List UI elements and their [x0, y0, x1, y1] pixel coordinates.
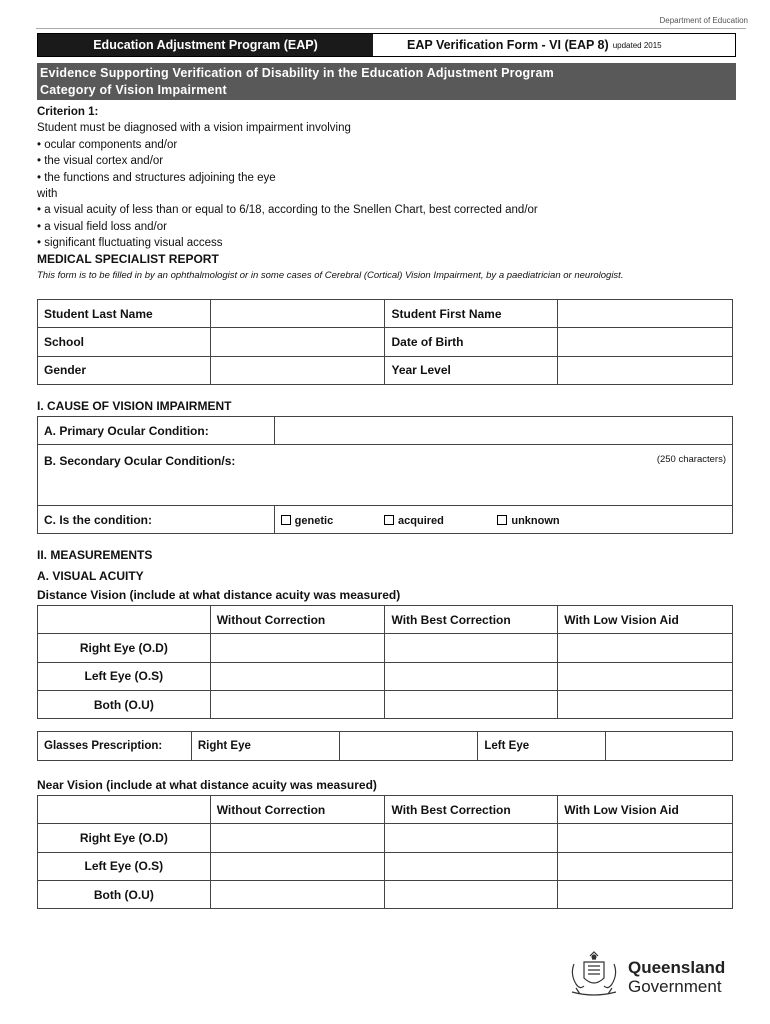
char-limit-note: (250 characters): [656, 454, 726, 465]
dob-label: Date of Birth: [385, 328, 558, 356]
gender-field[interactable]: [210, 356, 385, 384]
cause-table: [37, 416, 733, 534]
last-name-field[interactable]: [210, 300, 385, 328]
distance-ou-aid-field[interactable]: [558, 690, 733, 718]
near-os-without-field[interactable]: [210, 852, 385, 880]
criterion-block: [37, 104, 538, 252]
near-ou-best-field[interactable]: [385, 880, 558, 908]
secondary-condition-label: B. Secondary Ocular Condition/s:: [44, 454, 236, 468]
near-od-aid-field[interactable]: [558, 824, 733, 852]
banner-line-2: Category of Vision Impairment: [40, 83, 227, 97]
column-header: With Best Correction: [385, 796, 558, 824]
checkbox-icon[interactable]: [281, 515, 291, 525]
near-ou-without-field[interactable]: [210, 880, 385, 908]
cause-title: I. CAUSE OF VISION IMPAIRMENT: [37, 399, 232, 413]
near-vision-title: Near Vision (include at what distance acuity was measured): [37, 778, 377, 792]
option-label: acquired: [398, 514, 444, 527]
near-vision-table: [37, 795, 733, 909]
program-title: Education Adjustment Program (EAP): [38, 34, 373, 56]
condition-options: [274, 506, 732, 534]
visual-acuity-title: A. VISUAL ACUITY: [37, 569, 144, 583]
criterion-line: • significant fluctuating visual access: [37, 237, 223, 250]
form-title: EAP Verification Form - VI (EAP 8): [407, 38, 609, 52]
column-header: With Low Vision Aid: [558, 606, 733, 634]
near-ou-aid-field[interactable]: [558, 880, 733, 908]
year-level-label: Year Level: [385, 356, 558, 384]
logo-text-government: Government: [628, 977, 722, 996]
distance-od-aid-field[interactable]: [558, 634, 733, 662]
glasses-left-label: Left Eye: [478, 732, 606, 761]
row-label: Both (O.U): [38, 880, 211, 908]
form-title-cell: [373, 34, 735, 56]
corner-cell: [38, 796, 211, 824]
option-genetic[interactable]: [281, 515, 381, 527]
is-condition-label: C. Is the condition:: [38, 506, 275, 534]
criterion-title: Criterion 1:: [37, 106, 99, 118]
last-name-label: Student Last Name: [38, 300, 211, 328]
distance-od-without-field[interactable]: [210, 634, 385, 662]
criterion-line: • a visual acuity of less than or equal to 6/18, according to the Snellen Chart, best corrected and/or: [37, 204, 538, 217]
report-note: This form is to be filled in by an ophthalmologist or in some cases of Cerebral (Cortical) Vision Impairment, by a paediatrician or neurologist.: [37, 270, 624, 281]
glasses-prescription-table: [37, 731, 733, 761]
row-label: Left Eye (O.S): [38, 852, 211, 880]
header-rule: [36, 28, 746, 29]
primary-condition-field[interactable]: [274, 417, 732, 445]
secondary-condition-field[interactable]: [38, 445, 733, 506]
first-name-label: Student First Name: [385, 300, 558, 328]
school-field[interactable]: [210, 328, 385, 356]
column-header: Without Correction: [210, 606, 385, 634]
criterion-line: • the functions and structures adjoining the eye: [37, 171, 276, 184]
first-name-field[interactable]: [558, 300, 733, 328]
glasses-label: Glasses Prescription:: [38, 732, 192, 761]
option-label: genetic: [294, 514, 334, 527]
year-level-field[interactable]: [558, 356, 733, 384]
near-os-best-field[interactable]: [385, 852, 558, 880]
distance-vision-table: [37, 605, 733, 719]
criterion-line: • ocular components and/or: [37, 138, 178, 151]
form-header: [37, 33, 736, 57]
column-header: With Low Vision Aid: [558, 796, 733, 824]
row-label: Right Eye (O.D): [38, 824, 211, 852]
coat-of-arms-icon: [566, 950, 622, 1000]
distance-os-without-field[interactable]: [210, 662, 385, 690]
option-acquired[interactable]: [384, 515, 494, 527]
criterion-line: Student must be diagnosed with a vision impairment involving: [37, 122, 351, 135]
school-label: School: [38, 328, 211, 356]
distance-ou-without-field[interactable]: [210, 690, 385, 718]
student-details-table: [37, 299, 733, 385]
distance-vision-title: Distance Vision (include at what distance acuity was measured): [37, 588, 401, 602]
checkbox-icon[interactable]: [384, 515, 394, 525]
glasses-left-field[interactable]: [606, 732, 733, 761]
primary-condition-label: A. Primary Ocular Condition:: [38, 417, 275, 445]
glasses-right-label: Right Eye: [191, 732, 339, 761]
checkbox-icon[interactable]: [497, 515, 507, 525]
glasses-right-field[interactable]: [339, 732, 478, 761]
banner-line-1: Evidence Supporting Verification of Disability in the Education Adjustment Program: [40, 66, 554, 80]
row-label: Both (O.U): [38, 690, 211, 718]
row-label: Left Eye (O.S): [38, 662, 211, 690]
row-label: Right Eye (O.D): [38, 634, 211, 662]
criterion-line: with: [37, 188, 58, 201]
measurements-title: II. MEASUREMENTS: [37, 548, 153, 562]
report-title: MEDICAL SPECIALIST REPORT: [37, 252, 219, 266]
queensland-government-logo: [566, 950, 736, 1000]
near-os-aid-field[interactable]: [558, 852, 733, 880]
criterion-line: • a visual field loss and/or: [37, 220, 167, 233]
distance-od-best-field[interactable]: [385, 634, 558, 662]
distance-os-best-field[interactable]: [385, 662, 558, 690]
near-od-best-field[interactable]: [385, 824, 558, 852]
section-banner: [37, 63, 736, 100]
gender-label: Gender: [38, 356, 211, 384]
criterion-line: • the visual cortex and/or: [37, 155, 164, 168]
column-header: Without Correction: [210, 796, 385, 824]
department-label: Department of Education: [659, 16, 748, 25]
column-header: With Best Correction: [385, 606, 558, 634]
distance-os-aid-field[interactable]: [558, 662, 733, 690]
option-label: unknown: [511, 514, 560, 527]
dob-field[interactable]: [558, 328, 733, 356]
corner-cell: [38, 606, 211, 634]
updated-note: updated 2015: [612, 40, 662, 50]
near-od-without-field[interactable]: [210, 824, 385, 852]
logo-text-queensland: Queensland: [628, 958, 726, 977]
distance-ou-best-field[interactable]: [385, 690, 558, 718]
option-unknown[interactable]: [497, 515, 559, 527]
